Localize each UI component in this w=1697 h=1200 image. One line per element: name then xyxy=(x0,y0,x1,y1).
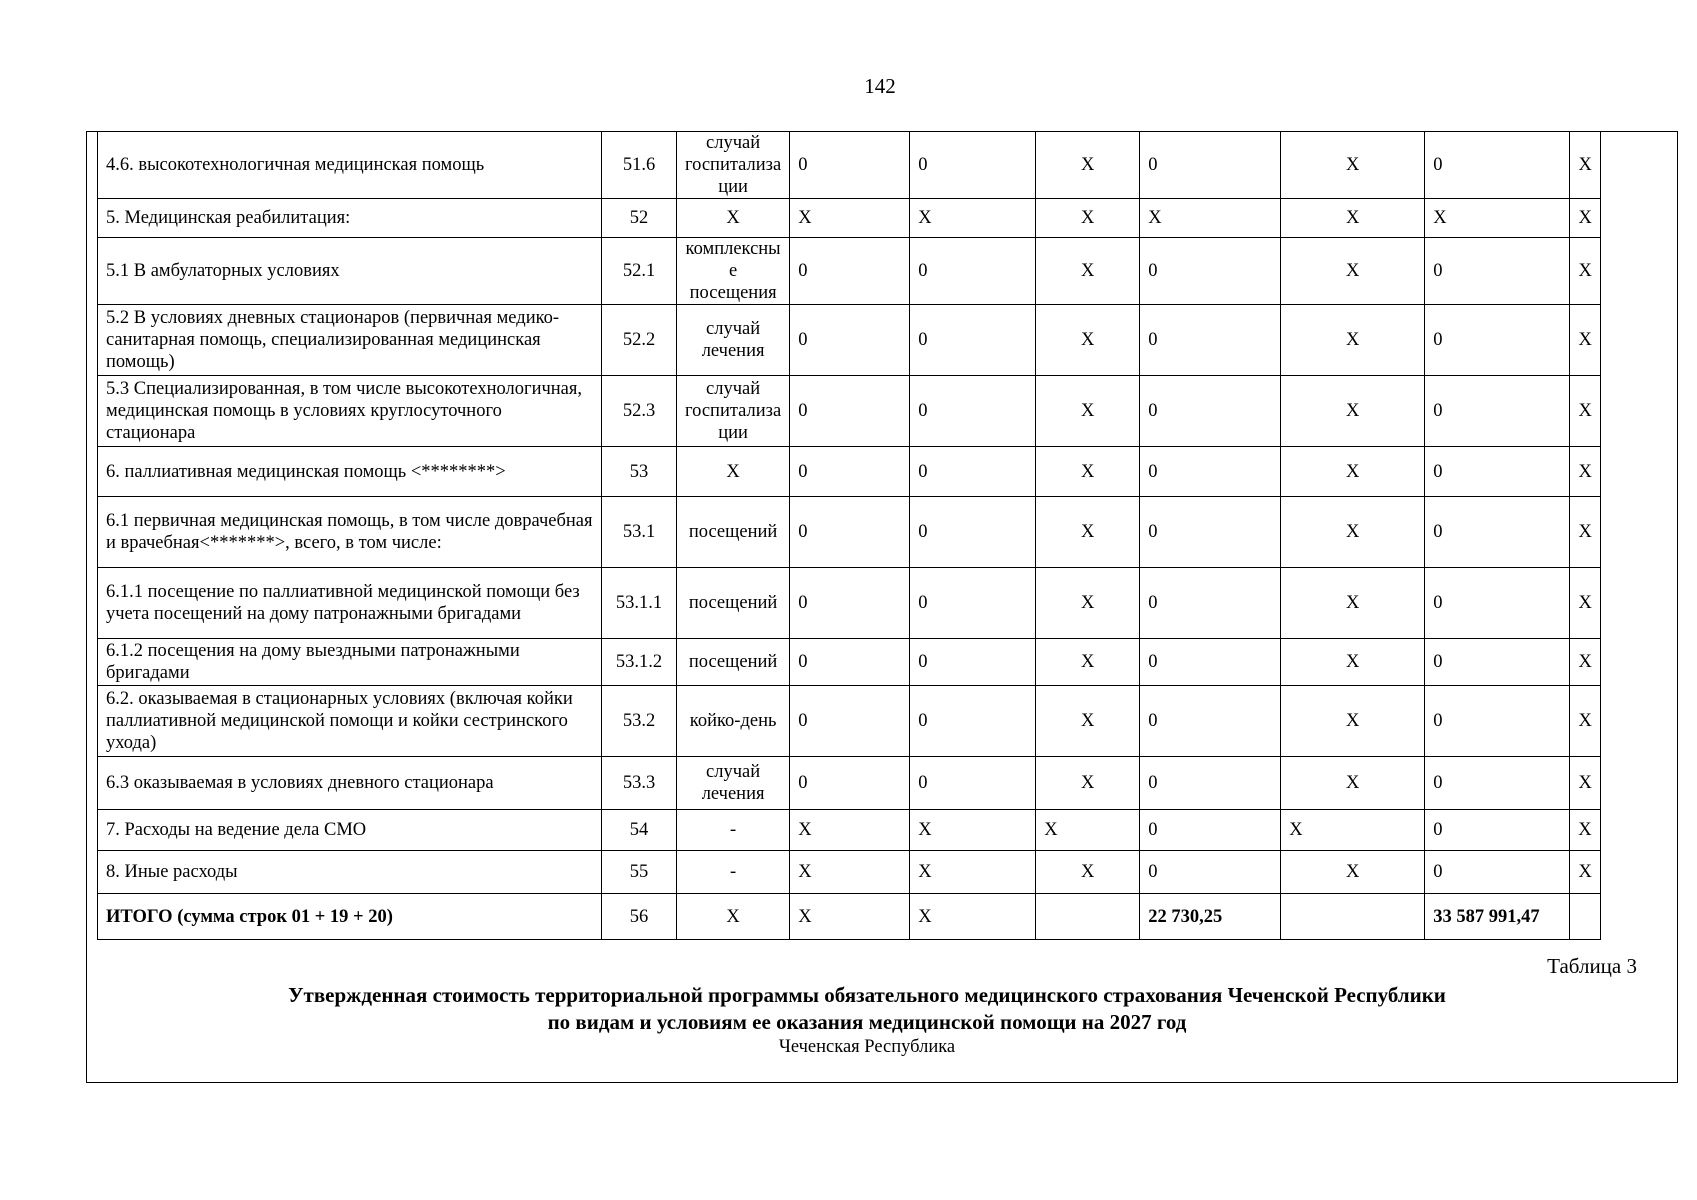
table-row xyxy=(98,497,1601,568)
row-cell: 0 xyxy=(790,376,910,447)
row-name: 4.6. высокотехнологичная медицинская помощь xyxy=(98,132,602,199)
row-code: 55 xyxy=(602,851,677,894)
row-unit: случай госпитализа ции xyxy=(677,132,790,199)
row-code: 53.1.2 xyxy=(602,639,677,686)
row-cell: X xyxy=(1036,851,1140,894)
row-name: 8. Иные расходы xyxy=(98,851,602,894)
row-unit: посещений xyxy=(677,639,790,686)
row-code: 52 xyxy=(602,199,677,238)
table-title-line-2: по видам и условиям ее оказания медицинской помощи на 2027 год xyxy=(547,1010,1187,1034)
row-cell: 0 xyxy=(1140,757,1281,810)
row-cell: X xyxy=(1036,568,1140,639)
row-cell: 0 xyxy=(910,639,1036,686)
row-cell: 0 xyxy=(1425,132,1570,199)
row-cell: X xyxy=(1281,447,1425,497)
row-cell: 0 xyxy=(1425,686,1570,757)
row-cell: X xyxy=(1281,305,1425,376)
total-cost-sum: 33 587 991,47 xyxy=(1425,894,1570,940)
row-unit: X xyxy=(677,199,790,238)
row-cell: 0 xyxy=(1425,447,1570,497)
table-row xyxy=(98,810,1601,851)
row-cell: X xyxy=(1570,305,1601,376)
table-row xyxy=(98,132,1601,199)
table-row xyxy=(98,447,1601,497)
row-unit: X xyxy=(677,447,790,497)
row-cell: X xyxy=(790,851,910,894)
row-cell: X xyxy=(1570,376,1601,447)
row-cell: X xyxy=(1036,132,1140,199)
row-cell: X xyxy=(1570,686,1601,757)
row-code: 52.2 xyxy=(602,305,677,376)
row-cell xyxy=(1036,894,1140,940)
table-row xyxy=(98,686,1601,757)
row-cell: 0 xyxy=(1425,238,1570,305)
row-cell: X xyxy=(790,810,910,851)
row-cell: 0 xyxy=(790,757,910,810)
row-cell: 0 xyxy=(910,238,1036,305)
row-cell: 0 xyxy=(910,686,1036,757)
row-name: 6.2. оказываемая в стационарных условиях (включая койки паллиативной медицинской помощи и койки сестринского ухода) xyxy=(98,686,602,757)
row-cell: X xyxy=(1036,686,1140,757)
row-cell: X xyxy=(1036,447,1140,497)
row-cell: X xyxy=(1281,376,1425,447)
row-cell: X xyxy=(1570,447,1601,497)
row-cell: 0 xyxy=(910,568,1036,639)
row-cell: 0 xyxy=(910,757,1036,810)
row-cell: 0 xyxy=(1425,810,1570,851)
row-cell: X xyxy=(1281,238,1425,305)
row-cell: 0 xyxy=(1140,639,1281,686)
row-cell: X xyxy=(1570,851,1601,894)
row-cell: 0 xyxy=(1140,686,1281,757)
table-label: Таблица 3 xyxy=(1547,954,1637,978)
row-name: 6.1 первичная медицинская помощь, в том числе доврачебная и врачебная<*******>, всего, в том числе: xyxy=(98,497,602,568)
row-cell xyxy=(1281,894,1425,940)
row-cell xyxy=(1570,894,1601,940)
row-cell: 0 xyxy=(1140,132,1281,199)
row-cell: X xyxy=(1036,497,1140,568)
row-cell: 0 xyxy=(790,568,910,639)
row-unit: случай госпитализа ции xyxy=(677,376,790,447)
row-code: 52.1 xyxy=(602,238,677,305)
row-cell: X xyxy=(1570,568,1601,639)
row-name: 5.1 В амбулаторных условиях xyxy=(98,238,602,305)
table-title-line-1: Утвержденная стоимость территориальной программы обязательного медицинского страхования Чеченской Республики xyxy=(288,983,1446,1007)
table-row xyxy=(98,238,1601,305)
row-cell: X xyxy=(1281,639,1425,686)
row-cell: 0 xyxy=(790,132,910,199)
row-unit: - xyxy=(677,851,790,894)
row-cell: 0 xyxy=(1140,810,1281,851)
row-cell: X xyxy=(910,894,1036,940)
row-unit: койко-день xyxy=(677,686,790,757)
row-cell: 0 xyxy=(790,447,910,497)
row-code: 51.6 xyxy=(602,132,677,199)
row-cell: X xyxy=(1281,199,1425,238)
row-cell: X xyxy=(910,851,1036,894)
row-cell: X xyxy=(1140,199,1281,238)
row-cell: 0 xyxy=(790,305,910,376)
row-cell: X xyxy=(1281,851,1425,894)
row-cell: X xyxy=(1281,757,1425,810)
row-unit: посещений xyxy=(677,497,790,568)
row-name: 5.3 Специализированная, в том числе высокотехнологичная, медицинская помощь в условиях круглосуточного стационара xyxy=(98,376,602,447)
row-cell: X xyxy=(1281,132,1425,199)
row-name: 6.1.1 посещение по паллиативной медицинской помощи без учета посещений на дому патронажными бригадами xyxy=(98,568,602,639)
row-cell: X xyxy=(1570,199,1601,238)
row-name: 6.1.2 посещения на дому выездными патронажными бригадами xyxy=(98,639,602,686)
row-cell: X xyxy=(1570,639,1601,686)
row-unit: случай лечения xyxy=(677,305,790,376)
cost-table xyxy=(97,131,1601,940)
row-cell: X xyxy=(910,199,1036,238)
row-cell: X xyxy=(790,199,910,238)
row-code: 56 xyxy=(602,894,677,940)
row-cell: 0 xyxy=(910,376,1036,447)
row-cell: X xyxy=(1281,568,1425,639)
row-cell: X xyxy=(790,894,910,940)
table-row xyxy=(98,376,1601,447)
row-cell: 0 xyxy=(1140,238,1281,305)
row-cell: 0 xyxy=(1425,851,1570,894)
row-cell: X xyxy=(1036,810,1140,851)
page-number: 142 xyxy=(864,74,896,98)
row-cell: X xyxy=(1036,305,1140,376)
row-cell: 0 xyxy=(1140,851,1281,894)
row-cell: X xyxy=(1570,497,1601,568)
table-title xyxy=(97,982,1637,1036)
row-name: 5.2 В условиях дневных стационаров (первичная медико-санитарная помощь, специализированная медицинская помощь) xyxy=(98,305,602,376)
row-cell: X xyxy=(1570,810,1601,851)
row-cell: 0 xyxy=(910,132,1036,199)
row-cell: 0 xyxy=(1140,447,1281,497)
table-row xyxy=(98,639,1601,686)
row-code: 53.1 xyxy=(602,497,677,568)
table-row xyxy=(98,757,1601,810)
row-code: 53.3 xyxy=(602,757,677,810)
row-cell: 0 xyxy=(1425,305,1570,376)
row-cell: 0 xyxy=(1140,568,1281,639)
row-cell: 0 xyxy=(910,497,1036,568)
row-cell: X xyxy=(1425,199,1570,238)
row-unit: комплексны е посещения xyxy=(677,238,790,305)
row-cell: X xyxy=(1281,686,1425,757)
row-cell: 0 xyxy=(790,238,910,305)
row-cell: X xyxy=(1036,238,1140,305)
row-cell: 0 xyxy=(1425,757,1570,810)
row-cell: 0 xyxy=(1140,497,1281,568)
row-code: 53 xyxy=(602,447,677,497)
row-cell: X xyxy=(910,810,1036,851)
total-row xyxy=(98,894,1601,940)
table-row xyxy=(98,199,1601,238)
row-cell: 0 xyxy=(1425,639,1570,686)
row-cell: 0 xyxy=(910,305,1036,376)
row-cell: X xyxy=(1281,497,1425,568)
table-row xyxy=(98,851,1601,894)
row-unit: посещений xyxy=(677,568,790,639)
row-cell: X xyxy=(1036,639,1140,686)
region-label: Чеченская Республика xyxy=(778,1037,956,1057)
row-cell: X xyxy=(1036,199,1140,238)
row-cell: X xyxy=(1570,757,1601,810)
row-name: 7. Расходы на ведение дела СМО xyxy=(98,810,602,851)
row-cell: 0 xyxy=(790,639,910,686)
row-cell: 0 xyxy=(910,447,1036,497)
row-code: 54 xyxy=(602,810,677,851)
row-code: 52.3 xyxy=(602,376,677,447)
row-cell: 0 xyxy=(790,686,910,757)
table-row xyxy=(98,305,1601,376)
total-label: ИТОГО (сумма строк 01 + 19 + 20) xyxy=(98,894,602,940)
row-cell: 0 xyxy=(1425,376,1570,447)
row-cell: 0 xyxy=(1425,497,1570,568)
table-row xyxy=(98,568,1601,639)
row-name: 5. Медицинская реабилитация: xyxy=(98,199,602,238)
row-unit: случай лечения xyxy=(677,757,790,810)
row-name: 6.3 оказываемая в условиях дневного стационара xyxy=(98,757,602,810)
row-cell: X xyxy=(1036,376,1140,447)
row-cell: X xyxy=(1570,132,1601,199)
row-cell: X xyxy=(1570,238,1601,305)
row-cell: 0 xyxy=(1425,568,1570,639)
row-cell: X xyxy=(1036,757,1140,810)
row-code: 53.2 xyxy=(602,686,677,757)
row-cell: 0 xyxy=(1140,376,1281,447)
row-cell: 0 xyxy=(790,497,910,568)
row-name: 6. паллиативная медицинская помощь <********> xyxy=(98,447,602,497)
total-cost-per-capita: 22 730,25 xyxy=(1140,894,1281,940)
row-unit: - xyxy=(677,810,790,851)
row-unit: X xyxy=(677,894,790,940)
row-cell: X xyxy=(1281,810,1425,851)
row-cell: 0 xyxy=(1140,305,1281,376)
row-code: 53.1.1 xyxy=(602,568,677,639)
